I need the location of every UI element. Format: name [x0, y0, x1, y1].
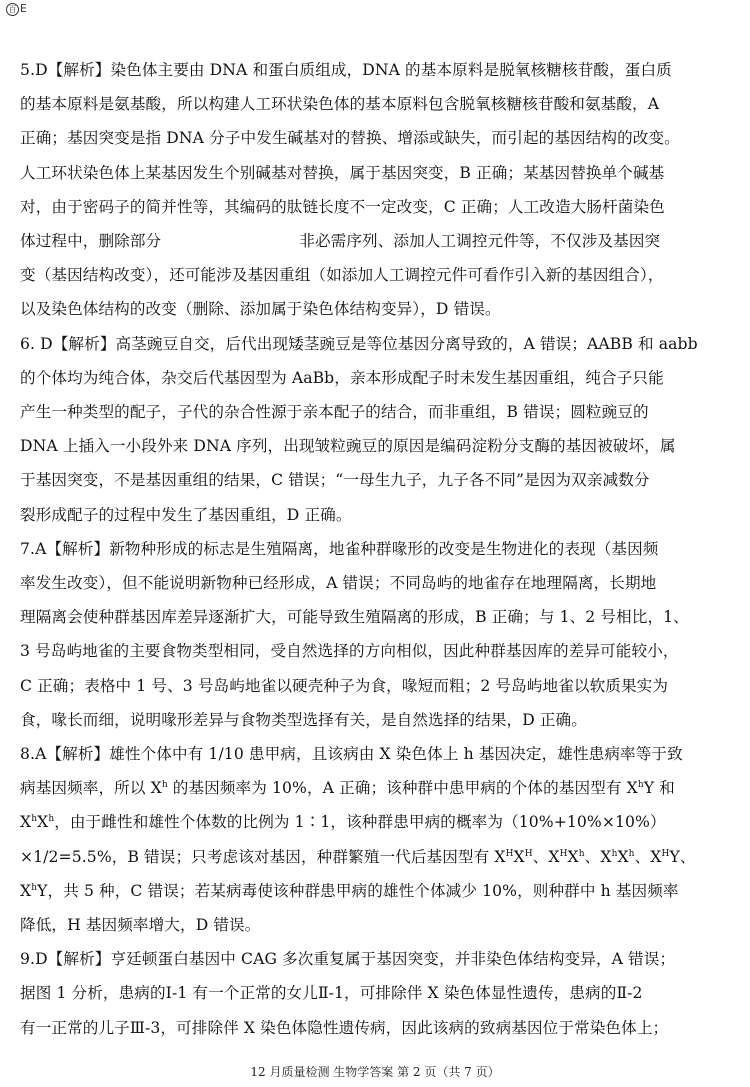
text-line [20, 224, 734, 258]
text-line [20, 874, 734, 908]
text-line [20, 737, 734, 771]
answer-content [20, 53, 734, 1045]
text-segment: 降低，H 基因频率增大，D 错误。 [20, 916, 261, 935]
superscript-allele: H [559, 848, 568, 859]
text-line [20, 908, 734, 942]
text-line: 5.D【解析】染色体主要由 DNA 和蛋白质组成，DNA 的基本原料是脱氧核糖核苷酸，蛋白质 [20, 61, 672, 79]
text-line: 人工环状染色体上某基因发生个别碱基对替换，属于基因突变，B 正确；某基因替换单个碱基 [20, 163, 665, 182]
text-segment: X [513, 847, 525, 866]
corner-circle-char: 百 [6, 3, 19, 16]
text-segment: 、X [584, 847, 612, 866]
text-segment: 、X [532, 847, 560, 866]
text-segment: ×1/2=5.5%，B 错误；只考虑该对基因，种群繁殖一代后基因型有 X [20, 847, 506, 866]
corner-mark [6, 2, 27, 16]
superscript-allele: h [578, 848, 585, 859]
page-footer: 12 月质量检测 生物学答案 第 2 页（共 7 页） [250, 1065, 500, 1079]
text-line: 对，由于密码子的简并性等，其编码的肽链长度不一定改变，C 正确；人工改造大肠杆菌染色 [20, 197, 665, 216]
text-line: 食，喙长而细，说明喙形差异与食物类型选择有关，是自然选择的结果，D 正确。 [20, 710, 587, 729]
text-line: 理隔离会使种群基因库差异逐渐扩大，可能导致生殖隔离的形成，B 正确；与 1、2 号相比，1、 [20, 608, 689, 627]
text-segment: 8.A【解析】雄性个体中有 1/10 患甲病，且该病由 X 染色体上 h 基因决定，雄性患病率等于致 [20, 745, 683, 764]
text-line: C 正确；表格中 1 号、3 号岛屿地雀以硬壳种子为食，喙短而粗；2 号岛屿地雀以软质果实为 [20, 676, 669, 695]
text-line: 以及染色体结构的改变（删除、添加属于染色体结构变异），D 错误。 [20, 300, 501, 319]
text-line: DNA 上插入一小段外来 DNA 序列，出现皱粒豌豆的原因是编码淀粉分支酶的基因被破坏，属 [20, 437, 676, 456]
superscript-allele: h [611, 848, 618, 859]
text-line: 的基本原料是氨基酸，所以构建人工环状染色体的基本原料包含脱氧核糖核苷酸和氨基酸，A [20, 95, 660, 114]
text-segment: X [567, 847, 579, 866]
text-segment: 、X [634, 847, 662, 866]
text-segment: 体过程中，删除部分 [20, 232, 162, 251]
text-segment: 非必需序列、添加人工调控元件等，不仅涉及基因突 [299, 232, 661, 251]
text-line [20, 840, 734, 874]
text-line: 变（基因结构改变），还可能涉及基因重组（如添加人工调控元件可看作引入新的基因组合）， [20, 266, 664, 285]
text-segment: Y，共 5 种，C 错误；若某病毒使该种群患甲病的雄性个体减少 10%，则种群中 h 基因频率 [37, 881, 679, 900]
text-segment: X [20, 881, 32, 900]
answer-paragraph-q6 [20, 327, 734, 532]
superscript-allele: h [31, 882, 38, 893]
superscript-allele: h [161, 780, 168, 791]
text-line: 据图 1 分析，患病的Ⅰ-1 有一个正常的女儿Ⅱ-1，可排除伴 X 染色体显性遗传，患病的Ⅱ-2 [20, 984, 643, 1003]
text-line: 7.A【解析】新物种形成的标志是生殖隔离，地雀种群喙形的改变是生物进化的表现（基因频 [20, 539, 659, 558]
answer-paragraph-q5 [20, 53, 734, 327]
text-segment: 的基因频率为 10%，A 正确；该种群中患甲病的个体的基因型有 X [167, 779, 638, 798]
text-line: 的个体均为纯合体，杂交后代基因型为 AaBb，亲本形成配子时未发生基因重组，纯合子只能 [20, 368, 664, 387]
text-segment: Y、 [669, 847, 696, 866]
text-line: 裂形成配子的过程中发生了基因重组，D 正确。 [20, 505, 352, 524]
superscript-allele: h [628, 848, 635, 859]
corner-letter: E [20, 2, 27, 15]
text-line: 产生一种类型的配子，子代的杂合性源于亲本配子的结合，而非重组，B 错误；圆粒豌豆的 [20, 403, 649, 422]
text-segment: X [37, 813, 49, 832]
superscript-allele: h [637, 780, 644, 791]
text-line [20, 771, 734, 805]
answer-paragraph-q9 [20, 942, 734, 1045]
superscript-allele: H [661, 848, 670, 859]
text-line [20, 805, 734, 839]
text-line: 率发生改变），但不能说明新物种已经形成，A 错误；不同岛屿的地雀存在地理隔离，长期地 [20, 574, 657, 593]
answer-paragraph-q8 [20, 737, 734, 942]
superscript-allele: h [48, 814, 55, 825]
superscript-allele: H [505, 848, 514, 859]
text-segment: X [617, 847, 629, 866]
superscript-allele: h [31, 814, 38, 825]
text-segment: Y 和 [643, 779, 675, 798]
superscript-allele: H [524, 848, 533, 859]
text-line: 6. D【解析】高茎豌豆自交，后代出现矮茎豌豆是等位基因分离导致的，A 错误；AABB 和 aabb [20, 334, 698, 353]
text-line: 3 号岛屿地雀的主要食物类型相同，受自然选择的方向相似，因此种群基因库的差异可能较小， [20, 642, 679, 661]
text-line: 正确；基因突变是指 DNA 分子中发生碱基对的替换、增添或缺失，而引起的基因结构的改变。 [20, 129, 680, 148]
answer-paragraph-q7 [20, 532, 734, 737]
text-segment: ，由于雌性和雄性个体数的比例为 1∶1，该种群患甲病的概率为（10%+10%×10%） [54, 813, 666, 832]
text-line: 于基因突变，不是基因重组的结果，C 错误；“一母生九子，九子各不同”是因为双亲减数分 [20, 471, 650, 490]
text-line: 有一正常的儿子Ⅲ-3，可排除伴 X 染色体隐性遗传病，因此该病的致病基因位于常染色体上； [20, 1018, 669, 1037]
text-line: 9.D【解析】亨廷顿蛋白基因中 CAG 多次重复属于基因突变，并非染色体结构变异，A 错误； [20, 950, 676, 969]
text-segment: 病基因频率，所以 X [20, 779, 162, 798]
text-segment: X [20, 813, 32, 832]
